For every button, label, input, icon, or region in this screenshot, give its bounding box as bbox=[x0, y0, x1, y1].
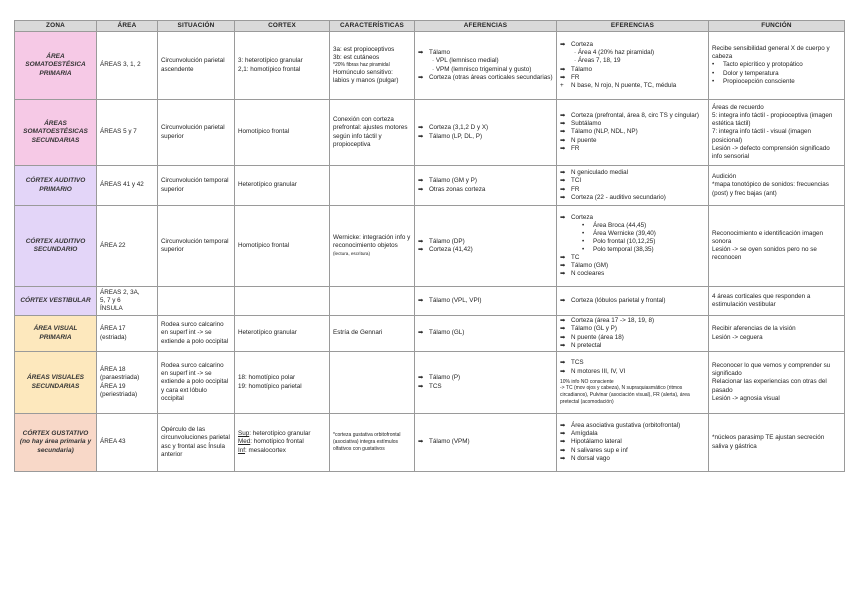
caract-line: 3a: est propioceptivos bbox=[333, 46, 395, 54]
efer-item: N puente (área 18) bbox=[571, 333, 624, 341]
cortex-cell bbox=[235, 414, 330, 472]
efer-item: Corteza bbox=[571, 213, 594, 221]
cortex-key: Sup bbox=[238, 430, 250, 438]
right-arrow-icon: ➡ bbox=[418, 329, 424, 337]
efer-item: TC bbox=[571, 254, 580, 262]
right-arrow-icon: ➡ bbox=[560, 438, 566, 446]
efer-item: Tálamo (GL y P) bbox=[571, 325, 617, 333]
efer-item: N puente bbox=[571, 136, 597, 144]
funcion-line: Audición bbox=[712, 173, 737, 181]
area-line: ÁREA 17 bbox=[100, 325, 126, 333]
right-arrow-icon: ➡ bbox=[418, 438, 424, 446]
caracteristicas-cell bbox=[330, 287, 415, 316]
eferencias-cell bbox=[557, 32, 709, 100]
funcion-cell bbox=[709, 316, 845, 352]
afer-item: Corteza (otras áreas corticales secundarias) bbox=[429, 73, 553, 81]
efer-item: N cocleares bbox=[571, 270, 605, 278]
afer-item: Tálamo (LP, DL, P) bbox=[429, 132, 483, 140]
right-arrow-icon: ➡ bbox=[418, 132, 424, 140]
right-arrow-icon: ➡ bbox=[560, 136, 566, 144]
funcion-item: Propiocepción consciente bbox=[723, 77, 795, 85]
efer-sub: Área Wernicke (39,40) bbox=[593, 229, 656, 237]
right-arrow-icon: ➡ bbox=[418, 296, 424, 304]
area-line: (estriada) bbox=[100, 333, 127, 341]
funcion-line: Reconocimiento e identificación imagen sonora bbox=[712, 229, 823, 245]
cortex-cell bbox=[235, 32, 330, 100]
area-cell bbox=[97, 316, 158, 352]
right-arrow-icon: ➡ bbox=[560, 270, 566, 278]
aferencias-cell bbox=[415, 352, 557, 414]
funcion-line: Lesión -> agnosia visual bbox=[712, 394, 780, 402]
efer-note: 10% info NO consciente bbox=[560, 378, 614, 385]
caract-note: *20% fibras haz piramidal bbox=[333, 62, 390, 69]
cortex-cell: Homotípico frontal bbox=[235, 100, 330, 166]
efer-item: Tálamo (NLP, NDL, NP) bbox=[571, 128, 638, 136]
header-row bbox=[15, 21, 845, 32]
efer-item: N motores III, IV, VI bbox=[571, 367, 626, 375]
header-funcion: FUNCIÓN bbox=[709, 21, 845, 32]
efer-item: Corteza (lóbulos parietal y frontal) bbox=[571, 296, 666, 304]
afer-item: Corteza (41,42) bbox=[429, 246, 473, 253]
header-eferencias: EFERENCIAS bbox=[557, 21, 709, 32]
eferencias-cell bbox=[557, 287, 709, 316]
right-arrow-icon: ➡ bbox=[560, 454, 566, 462]
table-row bbox=[15, 287, 845, 316]
table-row bbox=[15, 206, 845, 287]
right-arrow-icon: ➡ bbox=[418, 73, 424, 81]
afer-item: Otras zonas corteza bbox=[429, 185, 486, 193]
caract-text: Wernicke: integración info y reconocimiento objetos bbox=[333, 233, 411, 249]
cortex-value: : homotípico frontal bbox=[250, 438, 304, 446]
right-arrow-icon: + bbox=[560, 81, 564, 89]
eferencias-cell bbox=[557, 414, 709, 472]
aferencias-cell bbox=[415, 206, 557, 287]
funcion-line: Relacionar las experiencias con otras del pasado bbox=[712, 378, 827, 394]
funcion-line: Lesión -> se oyen sonidos pero no se reconocen bbox=[712, 246, 817, 262]
right-arrow-icon: ➡ bbox=[560, 333, 566, 341]
funcion-line: *mapa tonotópico de sonidos: frecuencias (post) y frec bajas (ant) bbox=[712, 181, 829, 197]
efer-item: Corteza (área 17 -> 18, 19, 8) bbox=[571, 317, 655, 325]
situacion-cell: Circunvolución temporal superior bbox=[158, 166, 235, 206]
right-arrow-icon: ➡ bbox=[418, 382, 424, 390]
area-line: ÍNSULA bbox=[100, 305, 123, 313]
header-area: ÁREA bbox=[97, 21, 158, 32]
right-arrow-icon: ➡ bbox=[560, 325, 566, 333]
afer-item: Corteza (3,1,2 D y X) bbox=[429, 124, 489, 132]
funcion-line: 7: integra info táctil - visual (imagen posicional) bbox=[712, 128, 812, 144]
zone-cell: ÁREAS VISUALES SECUNDARIAS bbox=[15, 352, 97, 414]
cortex-cell: Heterotípico granular bbox=[235, 316, 330, 352]
afer-item: Tálamo (DP) bbox=[429, 237, 465, 245]
efer-item: Área asociativa gustativa (orbitofrontal) bbox=[571, 422, 681, 430]
funcion-cell: *núcleos parasimp TE ajustan secreción saliva y gástrica bbox=[709, 414, 845, 472]
summary-table bbox=[14, 20, 845, 472]
right-arrow-icon: ➡ bbox=[560, 120, 566, 128]
area-line: 5, 7 y 6 bbox=[100, 296, 121, 304]
cortex-line: 19: homotípico parietal bbox=[238, 382, 302, 390]
table-row bbox=[15, 32, 845, 100]
funcion-cell: 4 áreas corticales que responden a estimulación vestibular bbox=[709, 287, 845, 316]
right-arrow-icon: ➡ bbox=[418, 374, 424, 382]
efer-item: FR bbox=[571, 73, 580, 81]
right-arrow-icon: ➡ bbox=[560, 359, 566, 367]
funcion-cell bbox=[709, 166, 845, 206]
right-arrow-icon: ➡ bbox=[560, 446, 566, 454]
afer-item: TCS bbox=[429, 382, 442, 390]
area-cell: ÁREA 22 bbox=[97, 206, 158, 287]
funcion-line: Lesión -> defecto comprensión significado info sensorial bbox=[712, 144, 830, 160]
situacion-cell: Circunvolución parietal superior bbox=[158, 100, 235, 166]
header-cortex: CORTEX bbox=[235, 21, 330, 32]
efer-sub: · Área 4 (20% haz piramidal) bbox=[574, 49, 655, 57]
right-arrow-icon: ➡ bbox=[560, 73, 566, 81]
funcion-cell bbox=[709, 352, 845, 414]
efer-item: Tálamo (GM) bbox=[571, 262, 609, 270]
table-row bbox=[15, 414, 845, 472]
caracteristicas-cell bbox=[330, 206, 415, 287]
afer-item: Tálamo bbox=[429, 49, 450, 57]
zone-cell: CÓRTEX AUDITIVO SECUNDARIO bbox=[15, 206, 97, 287]
area-cell bbox=[97, 287, 158, 316]
summary-table-sheet bbox=[14, 20, 844, 472]
afer-item: Tálamo (GL) bbox=[429, 329, 465, 337]
efer-item: N geniculado medial bbox=[571, 169, 629, 177]
aferencias-cell bbox=[415, 316, 557, 352]
caracteristicas-cell: *corteza gustativa orbitofrontal (asociativa) integra estímulos olfativos con gustativos bbox=[330, 414, 415, 472]
cortex-cell: Homotípico frontal bbox=[235, 206, 330, 287]
caracteristicas-cell: Conexión con corteza prefrontal: ajustes motores según info táctil y propioceptiva bbox=[330, 100, 415, 166]
funcion-line: Lesión -> ceguera bbox=[712, 333, 763, 341]
cortex-line: 18: homotípico polar bbox=[238, 374, 296, 382]
cortex-cell: Heterotípico granular bbox=[235, 166, 330, 206]
right-arrow-icon: ➡ bbox=[560, 317, 566, 325]
right-arrow-icon: ➡ bbox=[418, 237, 424, 245]
cortex-line: 2,1: homotípico frontal bbox=[238, 65, 301, 73]
dot-icon: • bbox=[582, 246, 585, 253]
funcion-item: Tacto epicrítico y protopático bbox=[723, 61, 803, 69]
dot-icon: • bbox=[582, 229, 585, 237]
efer-item: FR bbox=[571, 185, 580, 193]
efer-sub: · Áreas 7, 18, 19 bbox=[574, 57, 621, 65]
funcion-item: Dolor y temperatura bbox=[723, 69, 779, 77]
efer-item: TCI bbox=[571, 177, 582, 185]
efer-note: -> TC (mov ojos y cabeza), N supraquiasmático (ritmos circadianos), Pulvinar (asociación visual), FR (alerta), área pretectal (acomodación) bbox=[560, 385, 690, 405]
caracteristicas-cell bbox=[330, 32, 415, 100]
afer-item: Tálamo (VPL, VPI) bbox=[429, 296, 482, 304]
funcion-line: Recibe sensibilidad general X de cuerpo y cabeza bbox=[712, 45, 830, 61]
area-line: ÁREA 19 bbox=[100, 382, 126, 390]
area-cell: ÁREAS 41 y 42 bbox=[97, 166, 158, 206]
aferencias-cell bbox=[415, 100, 557, 166]
caract-note: (lectura, escritura) bbox=[333, 251, 371, 257]
area-cell: ÁREAS 3, 1, 2 bbox=[97, 32, 158, 100]
eferencias-cell bbox=[557, 100, 709, 166]
area-cell: ÁREA 43 bbox=[97, 414, 158, 472]
zone-cell: CÓRTEX AUDITIVO PRIMARIO bbox=[15, 166, 97, 206]
dot-icon: • bbox=[712, 77, 715, 85]
situacion-cell bbox=[158, 287, 235, 316]
efer-item: N pretectal bbox=[571, 341, 602, 349]
efer-item: Subtálamo bbox=[571, 120, 602, 128]
dot-icon: • bbox=[712, 61, 715, 69]
header-zona: ZONA bbox=[15, 21, 97, 32]
zone-cell: CÓRTEX VESTIBULAR bbox=[15, 287, 97, 316]
right-arrow-icon: ➡ bbox=[560, 341, 566, 349]
caracteristicas-cell: Estría de Gennari bbox=[330, 316, 415, 352]
area-line: (paraestriada) bbox=[100, 374, 140, 382]
situacion-cell: Circunvolución temporal superior bbox=[158, 206, 235, 287]
zone-cell: ÁREA VISUAL PRIMARIA bbox=[15, 316, 97, 352]
caract-line: 3b: est cutáneos bbox=[333, 54, 380, 62]
funcion-line: Reconocer lo que vemos y comprender su significado bbox=[712, 362, 831, 378]
efer-sub: Área Broca (44,45) bbox=[593, 221, 647, 229]
right-arrow-icon: ➡ bbox=[560, 144, 566, 152]
efer-item: N base, N rojo, N puente, TC, médula bbox=[571, 81, 677, 89]
right-arrow-icon: ➡ bbox=[560, 430, 566, 438]
area-line: ÁREA 18 bbox=[100, 366, 126, 374]
dot-icon: • bbox=[712, 69, 715, 77]
efer-item: Corteza (22 - auditivo secundario) bbox=[571, 193, 666, 201]
aferencias-cell bbox=[415, 32, 557, 100]
afer-item: Tálamo (GM y P) bbox=[429, 177, 477, 185]
aferencias-cell bbox=[415, 166, 557, 206]
header-caracteristicas: CARACTERÍSTICAS bbox=[330, 21, 415, 32]
cortex-cell bbox=[235, 287, 330, 316]
afer-sub: · VPL (lemnisco medial) bbox=[432, 57, 499, 65]
area-line: (periestriada) bbox=[100, 390, 138, 398]
funcion-cell bbox=[709, 206, 845, 287]
situacion-cell: Opérculo de las circunvoluciones parietal asc y frontal asc Ínsula anterior bbox=[158, 414, 235, 472]
right-arrow-icon: ➡ bbox=[418, 246, 424, 253]
eferencias-cell bbox=[557, 352, 709, 414]
situacion-cell: Circunvolución parietal ascendente bbox=[158, 32, 235, 100]
eferencias-cell bbox=[557, 206, 709, 287]
header-aferencias: AFERENCIAS bbox=[415, 21, 557, 32]
funcion-line: 5: integra info táctil - propioceptiva (imagen estética táctil) bbox=[712, 112, 833, 128]
efer-item: Amígdala bbox=[571, 430, 598, 438]
cortex-line: 3: heterotípico granular bbox=[238, 57, 303, 65]
efer-item: Tálamo bbox=[571, 65, 592, 73]
right-arrow-icon: ➡ bbox=[560, 254, 566, 262]
area-cell bbox=[97, 352, 158, 414]
right-arrow-icon: ➡ bbox=[418, 124, 424, 132]
right-arrow-icon: ➡ bbox=[560, 296, 566, 304]
table-row bbox=[15, 352, 845, 414]
eferencias-cell bbox=[557, 316, 709, 352]
funcion-line: Áreas de recuerdo bbox=[712, 104, 764, 112]
afer-sub: · VPM (lemnisco trigeminal y gusto) bbox=[432, 65, 532, 73]
efer-item: Corteza (prefrontal, área 8, circ TS y cíngular) bbox=[571, 112, 699, 120]
eferencias-cell bbox=[557, 166, 709, 206]
situacion-cell: Rodea surco calcarino en superf int -> se extiende a polo occipital y cara ext lóbulo occipital bbox=[158, 352, 235, 414]
right-arrow-icon: ➡ bbox=[560, 128, 566, 136]
aferencias-cell bbox=[415, 287, 557, 316]
cortex-key: Med bbox=[238, 438, 251, 446]
right-arrow-icon: ➡ bbox=[560, 367, 566, 375]
efer-sub: Polo frontal (10,12,25) bbox=[593, 237, 656, 245]
right-arrow-icon: ➡ bbox=[560, 41, 566, 49]
area-line: ÁREAS 2, 3A, bbox=[100, 288, 140, 296]
header-situacion: SITUACIÓN bbox=[158, 21, 235, 32]
cortex-key: Inf bbox=[238, 446, 246, 454]
dot-icon: • bbox=[582, 237, 585, 245]
dot-icon: • bbox=[582, 221, 585, 229]
zone-cell: CÓRTEX GUSTATIVO (no hay área primaria y secundaria) bbox=[15, 414, 97, 472]
efer-item: N dorsal vago bbox=[571, 454, 610, 462]
funcion-cell bbox=[709, 32, 845, 100]
caracteristicas-cell bbox=[330, 166, 415, 206]
table-row bbox=[15, 166, 845, 206]
efer-item: Corteza bbox=[571, 41, 594, 49]
right-arrow-icon: ➡ bbox=[560, 262, 566, 270]
efer-sub: Polo temporal (38,35) bbox=[593, 246, 654, 253]
right-arrow-icon: ➡ bbox=[418, 49, 424, 57]
zone-cell: ÁREAS SOMATOESTÉSICAS SECUNDARIAS bbox=[15, 100, 97, 166]
efer-item: TCS bbox=[571, 359, 584, 367]
right-arrow-icon: ➡ bbox=[418, 185, 424, 193]
cortex-cell bbox=[235, 352, 330, 414]
efer-item: N salivares sup e inf bbox=[571, 446, 628, 454]
efer-item: FR bbox=[571, 144, 580, 152]
afer-item: Tálamo (VPM) bbox=[429, 438, 470, 446]
table-row bbox=[15, 316, 845, 352]
right-arrow-icon: ➡ bbox=[560, 177, 566, 185]
right-arrow-icon: ➡ bbox=[560, 185, 566, 193]
funcion-cell bbox=[709, 100, 845, 166]
caract-line: Homúnculo sensitivo: labios y manos (pulgar) bbox=[333, 68, 399, 84]
right-arrow-icon: ➡ bbox=[560, 193, 566, 201]
situacion-cell: Rodea surco calcarino en superf int -> se extiende a polo occipital bbox=[158, 316, 235, 352]
afer-item: Tálamo (P) bbox=[429, 374, 461, 382]
right-arrow-icon: ➡ bbox=[560, 422, 566, 430]
cortex-value: : mesalocortex bbox=[245, 446, 286, 454]
right-arrow-icon: ➡ bbox=[560, 65, 566, 73]
caracteristicas-cell bbox=[330, 352, 415, 414]
efer-item: Hipotálamo lateral bbox=[571, 438, 622, 446]
area-cell: ÁREAS 5 y 7 bbox=[97, 100, 158, 166]
funcion-line: Recibir aferencias de la visión bbox=[712, 325, 796, 333]
right-arrow-icon: ➡ bbox=[418, 177, 424, 185]
table-row bbox=[15, 100, 845, 166]
right-arrow-icon: ➡ bbox=[560, 213, 566, 221]
cortex-value: : heterotípico granular bbox=[249, 430, 311, 438]
aferencias-cell bbox=[415, 414, 557, 472]
right-arrow-icon: ➡ bbox=[560, 169, 566, 177]
right-arrow-icon: ➡ bbox=[560, 112, 566, 120]
zone-cell: ÁREA SOMATOESTÉSICA PRIMARIA bbox=[15, 32, 97, 100]
